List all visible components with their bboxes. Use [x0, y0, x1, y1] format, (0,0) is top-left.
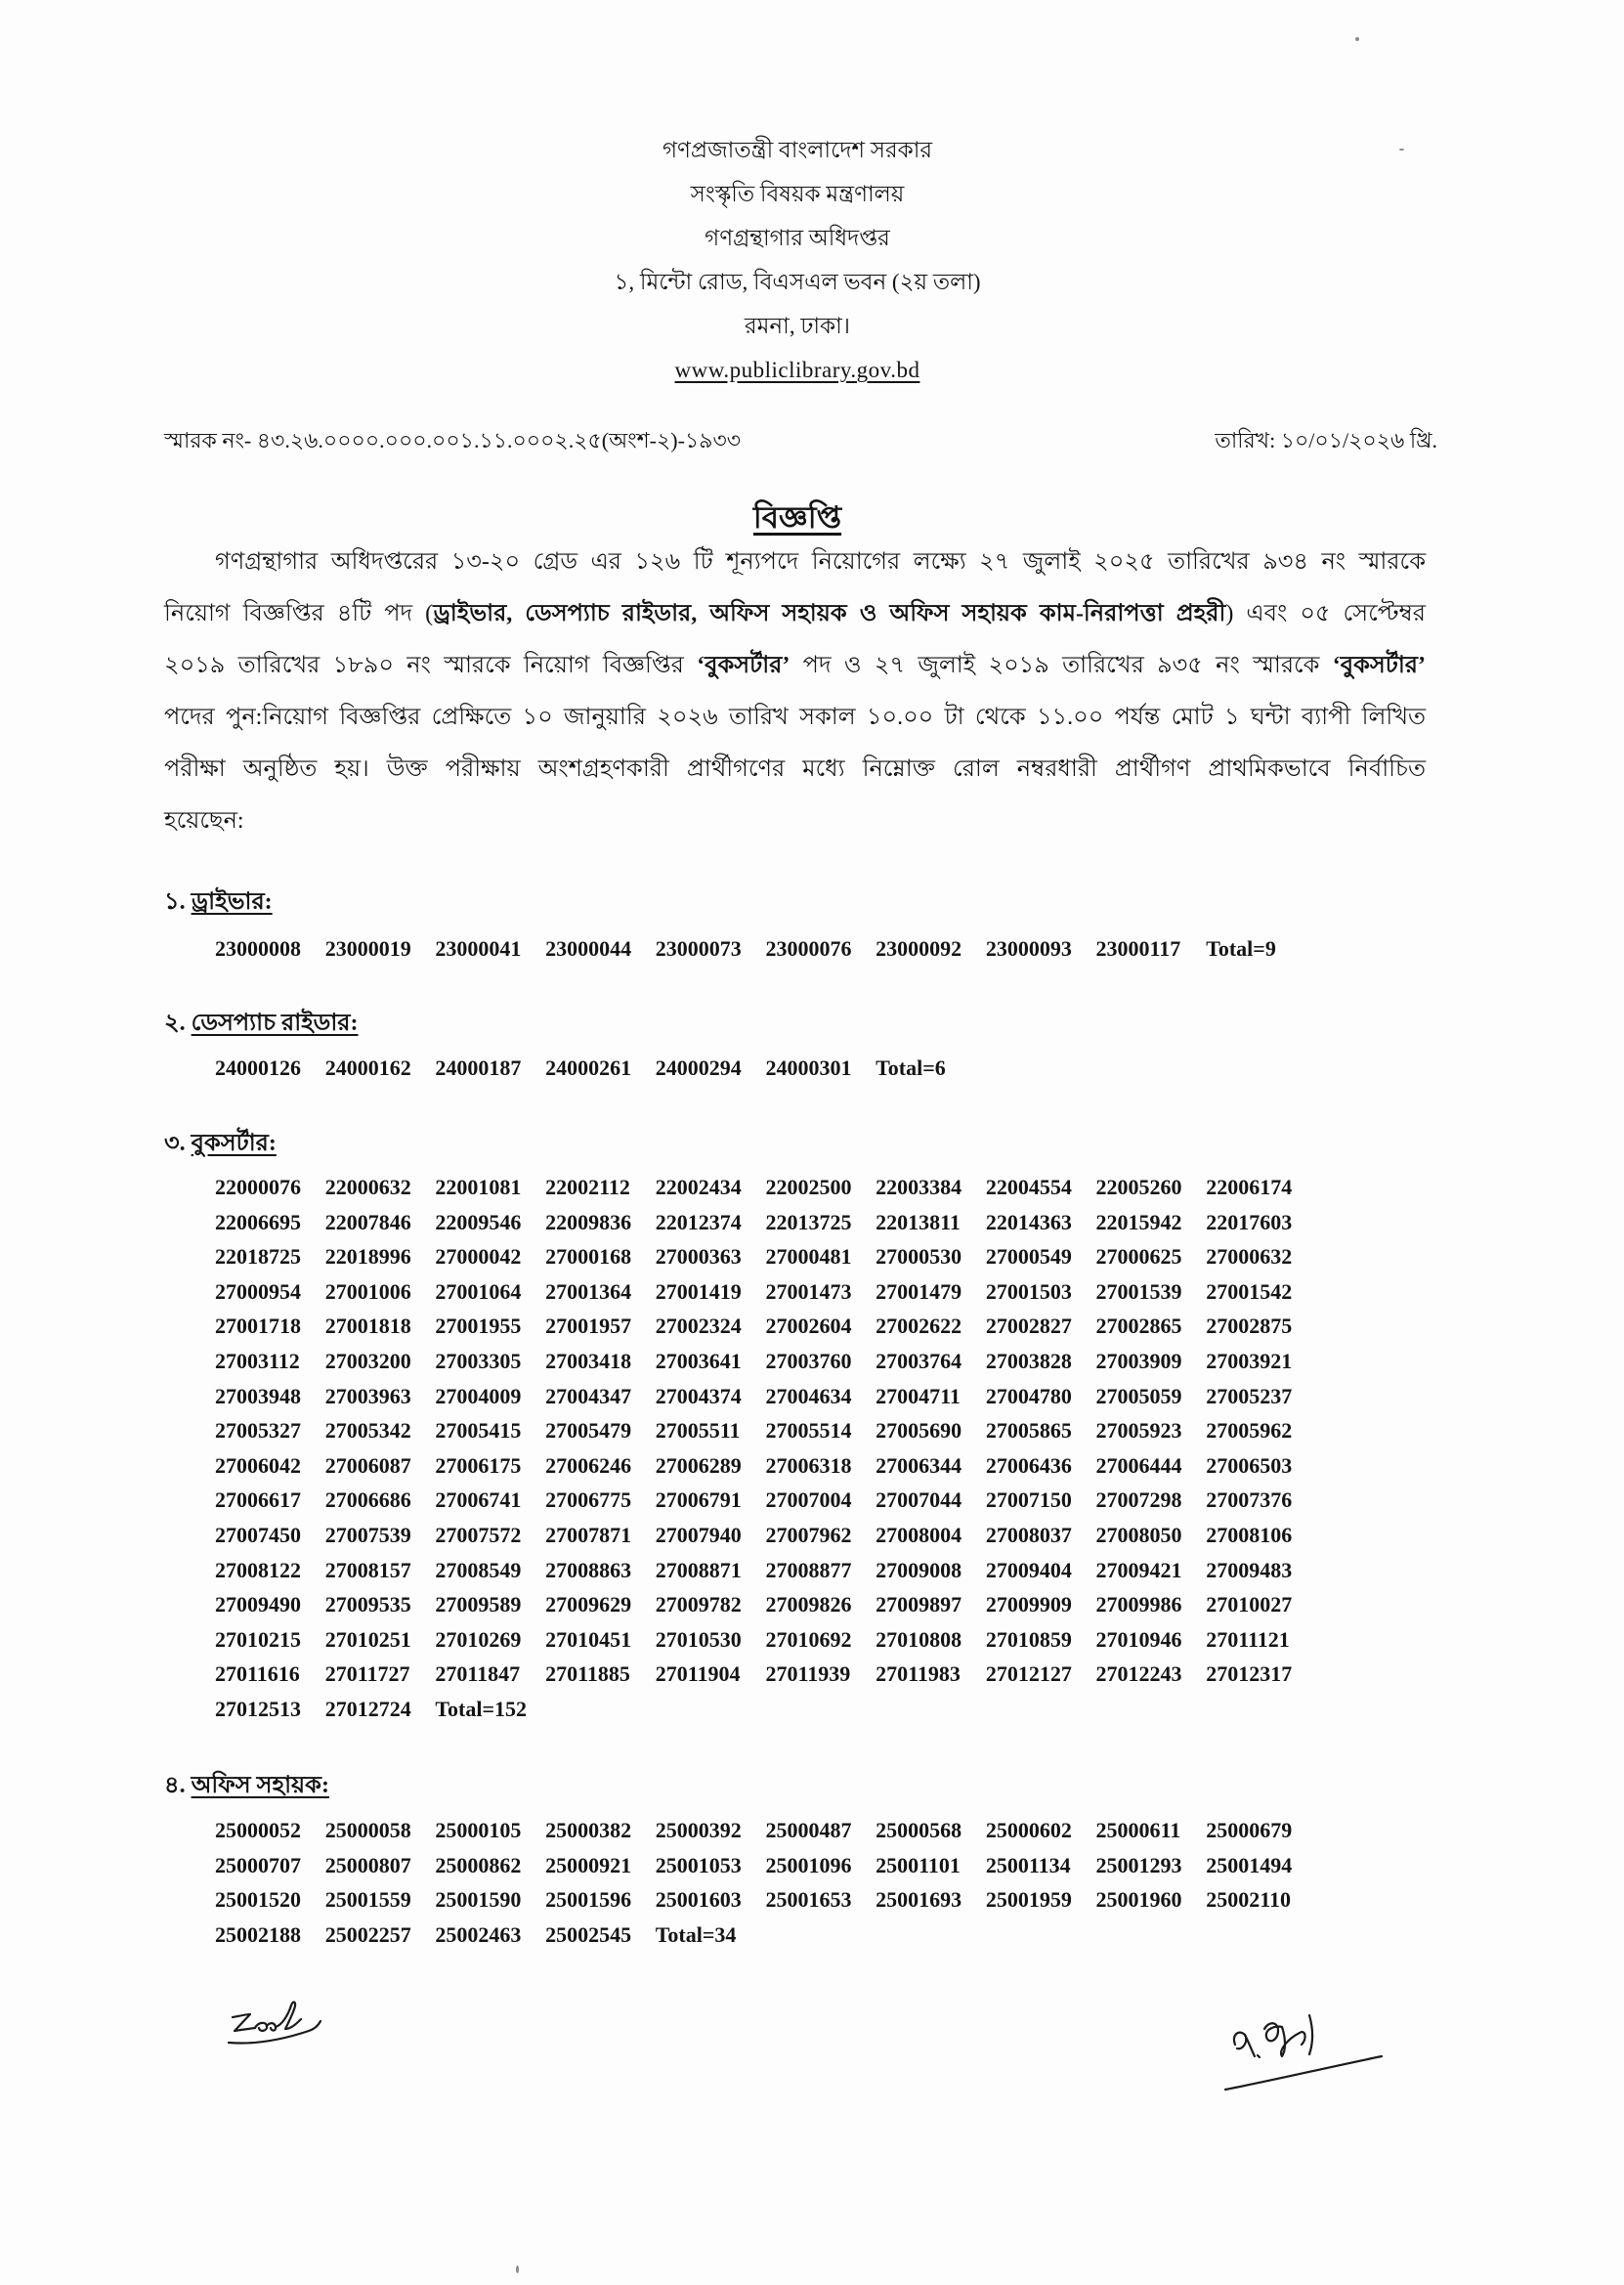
paragraph-line [164, 744, 1426, 796]
roll-number: 27007376 [1206, 1487, 1293, 1513]
roll-number: 27006289 [655, 1452, 742, 1478]
roll-number: 22002434 [655, 1175, 742, 1199]
roll-number: 23000076 [765, 936, 852, 961]
roll-number: 27000481 [765, 1244, 852, 1270]
roll-number: 27011847 [435, 1661, 521, 1687]
roll-number: 22000632 [324, 1175, 411, 1199]
roll-number: 27010859 [985, 1626, 1072, 1652]
roll-number: 27010946 [1095, 1626, 1182, 1652]
roll-number: 25001101 [876, 1852, 961, 1877]
roll-number: 25001293 [1095, 1852, 1182, 1877]
roll-number: 27011904 [655, 1661, 741, 1687]
roll-number: 27007572 [435, 1522, 522, 1547]
signature-right [1218, 2000, 1393, 2101]
roll-number: 27007450 [215, 1522, 301, 1547]
roll-number: 27003948 [215, 1383, 301, 1408]
roll-number: 27005962 [1206, 1418, 1293, 1444]
roll-number: 23000019 [324, 936, 411, 961]
roll-number: 27003305 [435, 1348, 522, 1373]
roll-number: 27001718 [215, 1314, 301, 1339]
roll-number: 27007150 [985, 1487, 1072, 1513]
roll-number: 27000632 [1206, 1244, 1293, 1270]
roll-number: 27003764 [876, 1348, 962, 1373]
roll-number: 22009546 [435, 1209, 522, 1234]
roll-number: 27009483 [1206, 1557, 1293, 1582]
city-line: রমনা, ঢাকা। [745, 314, 850, 338]
roll-total: Total=6 [876, 1056, 946, 1080]
roll-number: 27001818 [324, 1314, 411, 1339]
roll-number: 27008157 [324, 1557, 411, 1582]
roll-number: 27007004 [765, 1487, 852, 1513]
paragraph-line [164, 640, 1426, 692]
roll-number: 27010215 [215, 1626, 301, 1652]
roll-number: 27005690 [876, 1418, 962, 1444]
roll-number: 22013725 [765, 1209, 852, 1234]
section-label: ড্রাইভার: [191, 889, 273, 915]
roll-number: 22007846 [324, 1209, 411, 1234]
section-heading [164, 1004, 359, 1043]
roll-number: 27003641 [655, 1348, 742, 1373]
roll-number: 24000187 [435, 1056, 522, 1080]
roll-number: 27000625 [1095, 1244, 1182, 1270]
roll-number: 27003921 [1206, 1348, 1293, 1373]
section-label: বুকসর্টার: [191, 1131, 277, 1156]
roll-number: 27009986 [1095, 1592, 1182, 1617]
roll-number: 27009629 [545, 1592, 632, 1617]
roll-number: 27006042 [215, 1452, 301, 1478]
roll-number: 25000487 [765, 1818, 852, 1842]
roll-number: 25000602 [985, 1818, 1072, 1842]
roll-number: 27010808 [876, 1626, 962, 1652]
paragraph-emphasis: ড্রাইভার, ডেসপ্যাচ রাইডার, অফিস সহায়ক ও অফিস সহায়ক কাম-নিরাপত্তা প্রহরী [433, 601, 1226, 626]
roll-number: 25000807 [324, 1852, 411, 1877]
roll-number: 27002827 [985, 1314, 1072, 1339]
roll-number: 25002545 [545, 1921, 632, 1947]
section-heading [164, 883, 273, 922]
roll-number: 23000041 [435, 936, 522, 961]
roll-number: 27000363 [655, 1244, 742, 1270]
roll-total: Total=9 [1206, 936, 1276, 961]
roll-number: 27003418 [545, 1348, 632, 1373]
roll-number: 25001590 [435, 1887, 522, 1913]
roll-number: 22000076 [215, 1175, 301, 1199]
roll-number: 27008549 [435, 1557, 522, 1582]
roll-list [215, 1170, 1316, 1727]
roll-number: 22001081 [435, 1175, 522, 1199]
roll-number: 23000008 [215, 936, 301, 961]
scan-speck [516, 2265, 519, 2273]
roll-number: 27008037 [985, 1522, 1072, 1547]
roll-number: 22004554 [985, 1175, 1072, 1199]
government-name: গণপ্রজাতন্ত্রী বাংলাদেশ সরকার [662, 138, 933, 162]
roll-list [215, 1813, 1316, 1952]
roll-number: 22017603 [1206, 1209, 1293, 1234]
roll-number: 27008863 [545, 1557, 632, 1582]
roll-number: 24000294 [655, 1056, 742, 1080]
roll-number: 25002188 [215, 1921, 301, 1947]
roll-number: 27007962 [765, 1522, 852, 1547]
roll-number: 27000954 [215, 1278, 301, 1304]
roll-number: 27011939 [765, 1661, 851, 1687]
roll-number: 22006174 [1206, 1175, 1293, 1199]
roll-number: 25000052 [215, 1818, 301, 1842]
roll-number: 27001473 [765, 1278, 852, 1304]
roll-number: 27005059 [1095, 1383, 1182, 1408]
roll-number: 27011616 [215, 1661, 300, 1687]
roll-number: 25002110 [1206, 1887, 1291, 1913]
paragraph-text: ২০১৯ তারিখের ১৮৯০ নং স্মারকে নিয়োগ বিজ্ঞপ্তির [164, 653, 698, 678]
roll-number: 22015942 [1095, 1209, 1182, 1234]
roll-number: 27001542 [1206, 1278, 1293, 1304]
roll-number: 27006436 [985, 1452, 1072, 1478]
roll-number: 27011983 [876, 1661, 961, 1687]
roll-number: 27005511 [655, 1418, 741, 1444]
roll-number: 27005327 [215, 1418, 301, 1444]
roll-number: 23000044 [545, 936, 632, 961]
section-heading [164, 1766, 329, 1805]
roll-number: 27001064 [435, 1278, 522, 1304]
roll-number: 27012724 [324, 1696, 411, 1721]
roll-number: 27003909 [1095, 1348, 1182, 1373]
memo-reference: স্মারক নং- ৪৩.২৬.০০০০.০০০.০০১.১১.০০০২.২৫(অংশ-২)-১৯৩৩ [164, 428, 742, 453]
roll-list [215, 1051, 1316, 1086]
roll-number: 23000093 [985, 936, 1072, 961]
roll-number: 24000162 [324, 1056, 411, 1080]
roll-number: 25001960 [1095, 1887, 1182, 1913]
roll-number: 25000382 [545, 1818, 632, 1842]
roll-number: 25001693 [876, 1887, 962, 1913]
roll-number: 27008871 [655, 1557, 742, 1582]
roll-number: 27003828 [985, 1348, 1072, 1373]
section-heading [164, 1124, 277, 1163]
paragraph-emphasis: ‘বুকসর্টার’ [1332, 653, 1426, 678]
section-number: ৪. [164, 1773, 186, 1798]
roll-number: 27008122 [215, 1557, 301, 1582]
roll-number: 27012243 [1095, 1661, 1182, 1687]
roll-number: 27003200 [324, 1348, 411, 1373]
section-number: ১. [164, 889, 186, 915]
roll-number: 25001520 [215, 1887, 301, 1913]
roll-number: 25000058 [324, 1818, 411, 1842]
roll-number: 27006318 [765, 1452, 852, 1478]
roll-number: 27006344 [876, 1452, 962, 1478]
paragraph-text: হয়েছেন: [164, 808, 244, 834]
roll-number: 25002257 [324, 1921, 411, 1947]
roll-number: 25000568 [876, 1818, 962, 1842]
roll-number: 27002622 [876, 1314, 962, 1339]
roll-number: 27003760 [765, 1348, 852, 1373]
roll-number: 27006246 [545, 1452, 632, 1478]
roll-number: 27004374 [655, 1383, 742, 1408]
roll-number: 27004780 [985, 1383, 1072, 1408]
paragraph-line [164, 537, 1426, 588]
roll-number: 27000549 [985, 1244, 1072, 1270]
roll-total: Total=34 [655, 1921, 737, 1947]
roll-number: 27006444 [1095, 1452, 1182, 1478]
roll-number: 22009836 [545, 1209, 632, 1234]
roll-number: 27001503 [985, 1278, 1072, 1304]
roll-number: 27003963 [324, 1383, 411, 1408]
roll-number: 24000301 [765, 1056, 852, 1080]
roll-number: 25001603 [655, 1887, 742, 1913]
roll-number: 22006695 [215, 1209, 301, 1234]
roll-number: 27011727 [324, 1661, 410, 1687]
roll-number: 27012317 [1206, 1661, 1293, 1687]
roll-number: 27005415 [435, 1418, 522, 1444]
roll-number: 27010027 [1206, 1592, 1293, 1617]
roll-number: 27006503 [1206, 1452, 1293, 1478]
roll-number: 27001364 [545, 1278, 632, 1304]
roll-number: 27010692 [765, 1626, 852, 1652]
roll-number: 25001494 [1206, 1852, 1293, 1877]
roll-number: 27010251 [324, 1626, 411, 1652]
department-name: গণগ্রন্থাগার অধিদপ্তর [705, 226, 890, 250]
roll-number: 27011885 [545, 1661, 630, 1687]
section-number: ৩. [164, 1131, 186, 1156]
memo-row [164, 422, 1437, 459]
roll-number: 27004711 [876, 1383, 961, 1408]
address-line: ১, মিন্টো রোড, বিএসএল ভবন (২য় তলা) [614, 270, 981, 294]
roll-number: 27009490 [215, 1592, 301, 1617]
paragraph-line [164, 796, 1426, 847]
paragraph-text: পদের পুন:নিয়োগ বিজ্ঞপ্তির প্রেক্ষিতে ১০ জানুয়ারি ২০২৬ তারিখ সকাল ১০.০০ টা থেকে ১১.০০ পর্যন্ত মোট ১ ঘন্টা ব্যাপী লিখিত [164, 705, 1426, 730]
roll-number: 22013811 [876, 1209, 961, 1234]
roll-number: 25001134 [985, 1852, 1071, 1877]
roll-number: 25000611 [1095, 1818, 1181, 1842]
roll-number: 27007298 [1095, 1487, 1182, 1513]
roll-number: 27012513 [215, 1696, 301, 1721]
roll-number: 25001559 [324, 1887, 411, 1913]
roll-number: 27003112 [215, 1348, 300, 1373]
roll-number: 27005865 [985, 1418, 1072, 1444]
signature-left [223, 1996, 330, 2060]
roll-number: 25000862 [435, 1852, 522, 1877]
roll-number: 24000261 [545, 1056, 632, 1080]
scan-speck [1399, 149, 1404, 151]
notice-paragraph [164, 537, 1426, 847]
roll-number: 27006775 [545, 1487, 632, 1513]
website-url: www.publiclibrary.gov.bd [674, 358, 920, 382]
paragraph-text: নিয়োগ বিজ্ঞপ্তির ৪টি পদ ( [164, 601, 434, 626]
roll-number: 27009782 [655, 1592, 742, 1617]
notice-title-text: বিজ্ঞপ্তি [752, 500, 842, 535]
roll-number: 27006686 [324, 1487, 411, 1513]
roll-number: 22018725 [215, 1244, 301, 1270]
roll-number: 27004009 [435, 1383, 522, 1408]
notice-title [602, 496, 993, 539]
roll-number: 27004634 [765, 1383, 852, 1408]
roll-number: 27001006 [324, 1278, 411, 1304]
roll-number: 27008004 [876, 1522, 962, 1547]
roll-number: 27009589 [435, 1592, 522, 1617]
roll-number: 27006791 [655, 1487, 742, 1513]
paragraph-emphasis: ‘বুকসর্টার’ [697, 653, 791, 678]
roll-number: 27009421 [1095, 1557, 1182, 1582]
roll-number: 27005342 [324, 1418, 411, 1444]
roll-number: 27000042 [435, 1244, 522, 1270]
roll-number: 27007539 [324, 1522, 411, 1547]
letterhead [406, 128, 1188, 392]
section-number: ২. [164, 1011, 186, 1036]
roll-number: 27000530 [876, 1244, 962, 1270]
memo-date: তারিখ: ১০/০১/২০২৬ খ্রি. [1215, 428, 1437, 453]
roll-number: 27009897 [876, 1592, 962, 1617]
roll-number: 27010269 [435, 1626, 522, 1652]
roll-number: 22014363 [985, 1209, 1072, 1234]
roll-number: 27009535 [324, 1592, 411, 1617]
roll-number: 27006617 [215, 1487, 301, 1513]
roll-number: 27005923 [1095, 1418, 1182, 1444]
roll-number: 27008050 [1095, 1522, 1182, 1547]
roll-number: 23000073 [655, 936, 742, 961]
ministry-name: সংস্কৃতি বিষয়ক মন্ত্রণালয় [690, 182, 905, 206]
roll-number: 23000117 [1095, 936, 1181, 961]
roll-number: 27005237 [1206, 1383, 1293, 1408]
roll-number: 22005260 [1095, 1175, 1182, 1199]
roll-number: 25000105 [435, 1818, 522, 1842]
roll-number: 25000921 [545, 1852, 632, 1877]
roll-number: 24000126 [215, 1056, 301, 1080]
roll-number: 27011121 [1206, 1626, 1290, 1652]
roll-number: 25001096 [765, 1852, 852, 1877]
roll-number: 27010451 [545, 1626, 632, 1652]
paragraph-text: পরীক্ষা অনুষ্ঠিত হয়। উক্ত পরীক্ষায় অংশগ্রহণকারী প্রার্থীগণের মধ্যে নিম্নোক্ত রোল নম্বরধারী প্রার্থীগণ প্রাথমিকভাবে নির্বাচিত [164, 756, 1426, 782]
roll-number: 27002865 [1095, 1314, 1182, 1339]
roll-number: 27001419 [655, 1278, 742, 1304]
scan-speck [1355, 37, 1359, 41]
roll-number: 25001653 [765, 1887, 852, 1913]
roll-number: 25000392 [655, 1818, 742, 1842]
roll-number: 27006175 [435, 1452, 522, 1478]
roll-number: 27006087 [324, 1452, 411, 1478]
section-label: অফিস সহায়ক: [191, 1773, 329, 1798]
roll-number: 25000679 [1206, 1818, 1293, 1842]
roll-number: 27006741 [435, 1487, 522, 1513]
roll-number: 27004347 [545, 1383, 632, 1408]
roll-number: 23000092 [876, 936, 962, 961]
roll-number: 25001053 [655, 1852, 742, 1877]
roll-number: 27001957 [545, 1314, 632, 1339]
paragraph-text: পদ ও ২৭ জুলাই ২০১৯ তারিখের ৯৩৫ নং স্মারকে [790, 653, 1333, 678]
roll-number: 27001479 [876, 1278, 962, 1304]
roll-number: 22012374 [655, 1209, 742, 1234]
roll-number: 27001955 [435, 1314, 522, 1339]
roll-number: 27007044 [876, 1487, 962, 1513]
roll-number: 27008877 [765, 1557, 852, 1582]
section-label: ডেসপ্যাচ রাইডার: [191, 1011, 359, 1036]
paragraph-text: গণগ্রন্থাগার অধিদপ্তরের ১৩-২০ গ্রেড এর ১২৬ টি শূন্যপদে নিয়োগের লক্ষ্যে ২৭ জুলাই ২০২৫ তারিখের ৯৩৪ নং স্মারকে [215, 549, 1426, 575]
roll-number: 25001959 [985, 1887, 1072, 1913]
roll-number: 22018996 [324, 1244, 411, 1270]
roll-number: 27000168 [545, 1244, 632, 1270]
roll-number: 27002324 [655, 1314, 742, 1339]
roll-number: 27005514 [765, 1418, 852, 1444]
roll-number: 27010530 [655, 1626, 742, 1652]
roll-number: 27012127 [985, 1661, 1072, 1687]
roll-number: 27008106 [1206, 1522, 1293, 1547]
roll-number: 27009404 [985, 1557, 1072, 1582]
roll-number: 25000707 [215, 1852, 301, 1877]
roll-number: 27007940 [655, 1522, 742, 1547]
roll-number: 27007871 [545, 1522, 632, 1547]
roll-list [215, 931, 1316, 967]
paragraph-line [164, 692, 1426, 744]
roll-number: 25002463 [435, 1921, 522, 1947]
roll-number: 27009909 [985, 1592, 1072, 1617]
roll-total: Total=152 [435, 1696, 528, 1721]
roll-number: 22003384 [876, 1175, 962, 1199]
paragraph-line [164, 588, 1426, 640]
roll-number: 25001596 [545, 1887, 632, 1913]
roll-number: 27005479 [545, 1418, 632, 1444]
roll-number: 27009008 [876, 1557, 962, 1582]
roll-number: 22002500 [765, 1175, 852, 1199]
roll-number: 27001539 [1095, 1278, 1182, 1304]
roll-number: 27009826 [765, 1592, 852, 1617]
paragraph-text: ) এবং ০৫ সেপ্টেম্বর [1225, 601, 1426, 626]
roll-number: 27002875 [1206, 1314, 1293, 1339]
roll-number: 22002112 [545, 1175, 630, 1199]
roll-number: 27002604 [765, 1314, 852, 1339]
